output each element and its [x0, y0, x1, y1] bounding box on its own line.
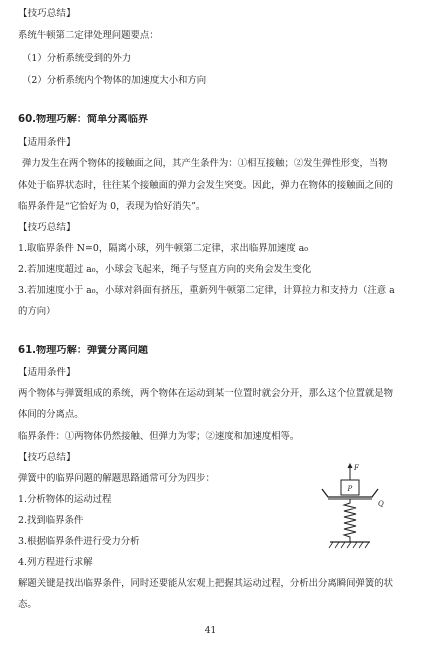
section-61-title: 61.物理巧解：弹簧分离问题 — [18, 345, 149, 356]
section-61-cond-line: 体间的分离点。 — [18, 409, 84, 420]
section-61-step: 2.找到临界条件 — [18, 515, 84, 526]
section-61-cond-tag: 【适用条件】 — [18, 367, 76, 378]
spring-figure — [318, 462, 386, 554]
section-60-cond-line: 临界条件是“它恰好为 0，表现为恰好消失”。 — [18, 201, 206, 212]
section-60-tip-line: 1.取临界条件 N=0，隔离小球，列牛顿第二定律，求出临界加速度 a₀ — [18, 243, 309, 254]
force-label: F — [354, 464, 359, 472]
section-61-step: 3.根据临界条件进行受力分析 — [18, 536, 140, 547]
section-60-tip-line: 3.若加速度小于 a₀，小球对斜面有挤压，重新列牛顿第二定律，计算拉力和支持力（注意 a — [18, 285, 395, 296]
plate-label: Q — [378, 500, 384, 508]
tip-tag: 【技巧总结】 — [18, 8, 76, 19]
section-60-tip-tag: 【技巧总结】 — [18, 222, 76, 233]
tip-intro: 系统牛顿第二定律处理问题要点： — [18, 30, 159, 41]
section-61-closing-line: 解题关键是找出临界条件，同时还要能从宏观上把握其运动过程，分析出分离瞬间弹簧的状 — [18, 578, 394, 589]
section-60-cond-line: 体处于临界状态时，往往某个接触面的弹力会发生突变。因此，弹力在物体的接触面之间的 — [18, 180, 394, 191]
section-61-step: 1.分析物体的运动过程 — [18, 494, 112, 505]
section-61-cond-line: 两个物体与弹簧组成的系统，两个物体在运动到某一位置时就会分开，那么这个位置就是物 — [18, 388, 394, 399]
spring — [344, 499, 356, 542]
ground-hatching — [329, 542, 369, 548]
block-label: P — [347, 485, 353, 493]
page-number: 41 — [204, 626, 217, 636]
section-61-tip-intro: 弹簧中的临界问题的解题思路通常可分为四步： — [18, 473, 215, 484]
section-61-cond-line: 临界条件：①两物体仍然接触、但弹力为零；②速度和加速度相等。 — [18, 431, 300, 442]
tip-point: （2）分析系统内个物体的加速度大小和方向 — [22, 75, 207, 86]
tip-point: （1）分析系统受到的外力 — [22, 53, 132, 64]
section-61-step: 4.列方程进行求解 — [18, 557, 93, 568]
section-60-tip-line: 2.若加速度超过 a₀，小球会飞起来，绳子与竖直方向的夹角会发生变化 — [18, 264, 312, 275]
section-60-tip-line: 的方向） — [18, 306, 56, 317]
section-60-cond-tag: 【适用条件】 — [18, 137, 76, 148]
section-60-title: 60.物理巧解：简单分离临界 — [18, 114, 149, 125]
force-arrowhead — [348, 463, 353, 468]
section-61-closing-line: 态。 — [18, 599, 37, 610]
section-60-cond-line: 弹力发生在两个物体的接触面之间，其产生条件为：①相互接触；②发生弹性形变，当物 — [22, 158, 388, 169]
section-61-tip-tag: 【技巧总结】 — [18, 452, 76, 463]
